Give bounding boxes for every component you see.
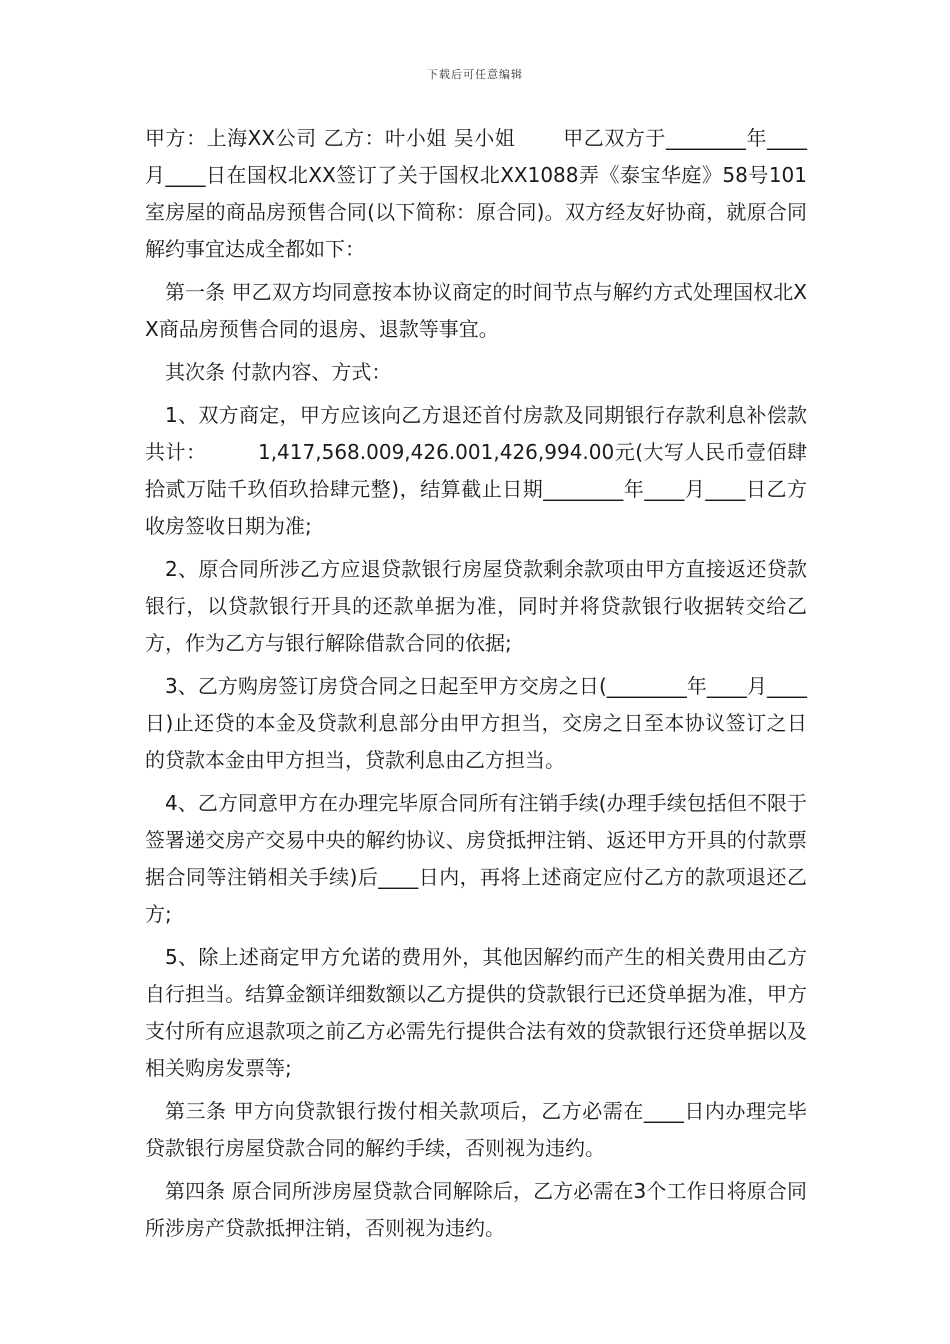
paragraph-item-5: 5、除上述商定甲方允诺的费用外，其他因解约而产生的相关费用由乙方自行担当。结算金额详细数额以乙方提供的贷款银行已还贷单据为准，甲方支付所有应退款项之前乙方必需先行提供合法有效的贷款银行还贷单据以及相关购房发票等; — [145, 945, 807, 1080]
paragraph-article-4: 第四条 原合同所涉房屋贷款合同解除后，乙方必需在3个工作日将原合同所涉房产贷款抵押注销，否则视为违约。 — [145, 1179, 807, 1240]
document-body — [145, 120, 807, 1253]
paragraph-article-2: 其次条 付款内容、方式： — [165, 360, 392, 384]
paragraph-item-2: 2、原合同所涉乙方应退贷款银行房屋贷款剩余款项由甲方直接返还贷款银行，以贷款银行开具的还款单据为准，同时并将贷款银行收据转交给乙方，作为乙方与银行解除借款合同的依据; — [145, 557, 807, 655]
paragraph-intro: 甲方：上海XX公司 乙方：叶小姐 吴小姐 甲乙双方于________年____月____日在国权北XX签订了关于国权北XX1088弄《泰宝华庭》58号101室房屋的商品房预售合同(以下简称：原合同)。双方经友好协商，就原合同解约事宜达成全都如下： — [145, 126, 807, 261]
paragraph-item-4: 4、乙方同意甲方在办理完毕原合同所有注销手续(办理手续包括但不限于签署递交房产交易中央的解约协议、房贷抵押注销、返还甲方开具的付款票据合同等注销相关手续)后____日内，再将上述商定应付乙方的款项退还乙方; — [145, 791, 807, 926]
paragraph-item-3: 3、乙方购房签订房贷合同之日起至甲方交房之日(________年____月____日)止还贷的本金及贷款利息部分由甲方担当，交房之日至本协议签订之日的贷款本金由甲方担当，贷款利息由乙方担当。 — [145, 674, 807, 772]
paragraph-article-1: 第一条 甲乙双方均同意按本协议商定的时间节点与解约方式处理国权北XX商品房预售合同的退房、退款等事宜。 — [145, 280, 807, 341]
paragraph-article-3: 第三条 甲方向贷款银行拨付相关款项后，乙方必需在____日内办理完毕贷款银行房屋贷款合同的解约手续，否则视为违约。 — [145, 1099, 807, 1160]
page-header: 下载后可任意编辑 — [427, 68, 523, 81]
paragraph-item-1: 1、双方商定，甲方应该向乙方退还首付房款及同期银行存款利息补偿款共计： 1,417,568.009,426.001,426,994.00元(大写人民币壹佰肆拾贰万陆千玖佰玖拾肆元整)，结算截止日期________年____月____日乙方收房签收日期为准; — [145, 403, 807, 538]
